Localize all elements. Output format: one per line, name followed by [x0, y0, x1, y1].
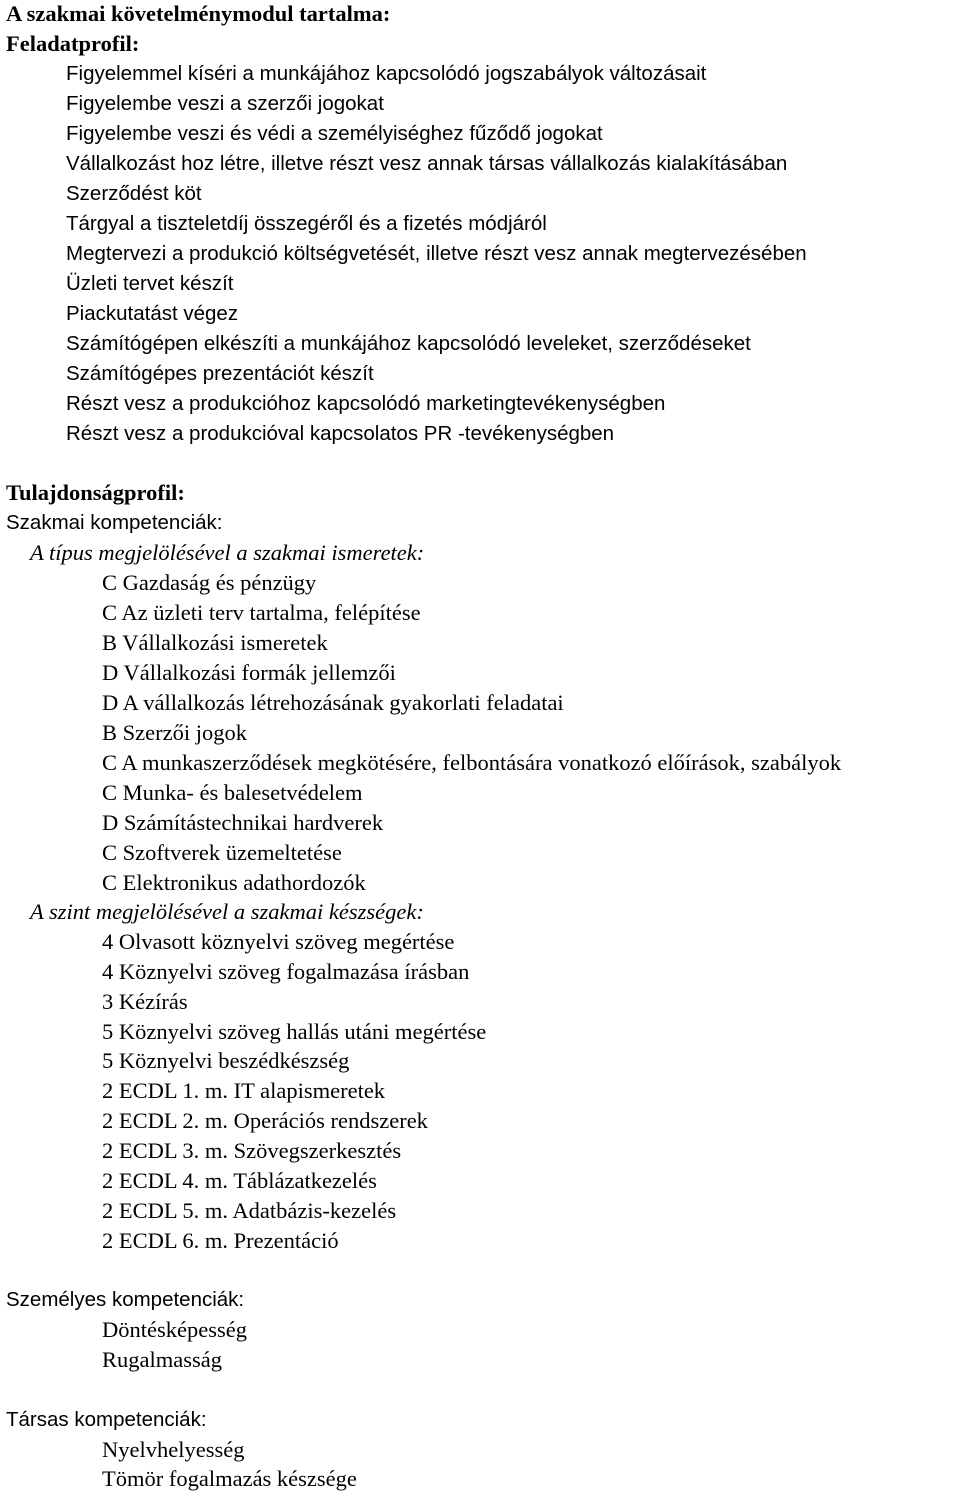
keszseg-item: 4 Olvasott köznyelvi szöveg megértése: [102, 929, 455, 954]
feladatprofil-item: Vállalkozást hoz létre, illetve részt vesz annak társas vállalkozás kialakításában: [66, 152, 788, 175]
keszseg-item: 2 ECDL 2. m. Operációs rendszerek: [102, 1108, 428, 1133]
ismeret-item: B Szerzői jogok: [102, 720, 247, 745]
szakmai-kompetenciak-label: Szakmai kompetenciák:: [6, 511, 223, 534]
feladatprofil-item: Figyelembe veszi és védi a személyiséghez fűződő jogokat: [66, 122, 603, 145]
keszseg-item: 2 ECDL 5. m. Adatbázis-kezelés: [102, 1198, 397, 1223]
keszseg-item: 5 Köznyelvi beszédkészség: [102, 1048, 350, 1073]
ismeret-item: C Gazdaság és pénzügy: [102, 570, 317, 595]
ismeret-item: D Számítástechnikai hardverek: [102, 810, 384, 835]
feladatprofil-item: Figyelemmel kíséri a munkájához kapcsolódó jogszabályok változásait: [66, 62, 707, 85]
keszseg-item: 2 ECDL 6. m. Prezentáció: [102, 1228, 339, 1253]
feladatprofil-item: Számítógépen elkészíti a munkájához kapcsolódó leveleket, szerződéseket: [66, 332, 751, 355]
ismeret-item: C Elektronikus adathordozók: [102, 870, 366, 895]
tarsas-kompetenciak-label: Társas kompetenciák:: [6, 1408, 207, 1431]
ismeret-item: C Szoftverek üzemeltetése: [102, 840, 342, 865]
keszseg-item: 2 ECDL 1. m. IT alapismeretek: [102, 1078, 386, 1103]
keszseg-item: 3 Kézírás: [102, 989, 188, 1014]
feladatprofil-item: Szerződést köt: [66, 182, 202, 205]
feladatprofil-item: Megtervezi a produkció költségvetését, illetve részt vesz annak megtervezésében: [66, 242, 807, 265]
szemelyes-kompetenciak-label: Személyes kompetenciák:: [6, 1288, 245, 1311]
keszseg-item: 4 Köznyelvi szöveg fogalmazása írásban: [102, 959, 470, 984]
keszseg-item: 2 ECDL 4. m. Táblázatkezelés: [102, 1168, 377, 1193]
feladatprofil-item: Tárgyal a tiszteletdíj összegéről és a fizetés módjáról: [66, 212, 547, 235]
ismeret-item: C A munkaszerződések megkötésére, felbontására vonatkozó előírások, szabályok: [102, 750, 842, 775]
tulajdonsagprofil-heading: Tulajdonságprofil:: [6, 480, 185, 505]
ismeret-item: C Az üzleti terv tartalma, felépítése: [102, 600, 421, 625]
tarsas-kompetencia-item: Tömör fogalmazás készsége: [102, 1466, 357, 1491]
keszseg-item: 5 Köznyelvi szöveg hallás utáni megértése: [102, 1019, 487, 1044]
keszseg-item: 2 ECDL 3. m. Szövegszerkesztés: [102, 1138, 402, 1163]
ismeret-item: C Munka- és balesetvédelem: [102, 780, 363, 805]
tarsas-kompetencia-item: Nyelvhelyesség: [102, 1437, 245, 1462]
szemelyes-kompetencia-item: Rugalmasság: [102, 1347, 222, 1372]
ismeretek-heading: A típus megjelölésével a szakmai ismeretek:: [30, 540, 425, 565]
feladatprofil-item: Részt vesz a produkcióval kapcsolatos PR -tevékenységben: [66, 422, 615, 445]
szemelyes-kompetencia-item: Döntésképesség: [102, 1317, 247, 1342]
feladatprofil-item: Üzleti tervet készít: [66, 272, 234, 295]
feladatprofil-item: Számítógépes prezentációt készít: [66, 362, 374, 385]
feladatprofil-item: Részt vesz a produkcióhoz kapcsolódó marketingtevékenységben: [66, 392, 666, 415]
feladatprofil-heading: Feladatprofil:: [6, 31, 140, 56]
feladatprofil-item: Piackutatást végez: [66, 302, 239, 325]
ismeret-item: B Vállalkozási ismeretek: [102, 630, 328, 655]
keszsegek-heading: A szint megjelölésével a szakmai készségek:: [30, 899, 424, 924]
ismeret-item: D A vállalkozás létrehozásának gyakorlati feladatai: [102, 690, 564, 715]
document-title: A szakmai követelménymodul tartalma:: [6, 1, 391, 26]
feladatprofil-item: Figyelembe veszi a szerzői jogokat: [66, 92, 384, 115]
ismeret-item: D Vállalkozási formák jellemzői: [102, 660, 396, 685]
